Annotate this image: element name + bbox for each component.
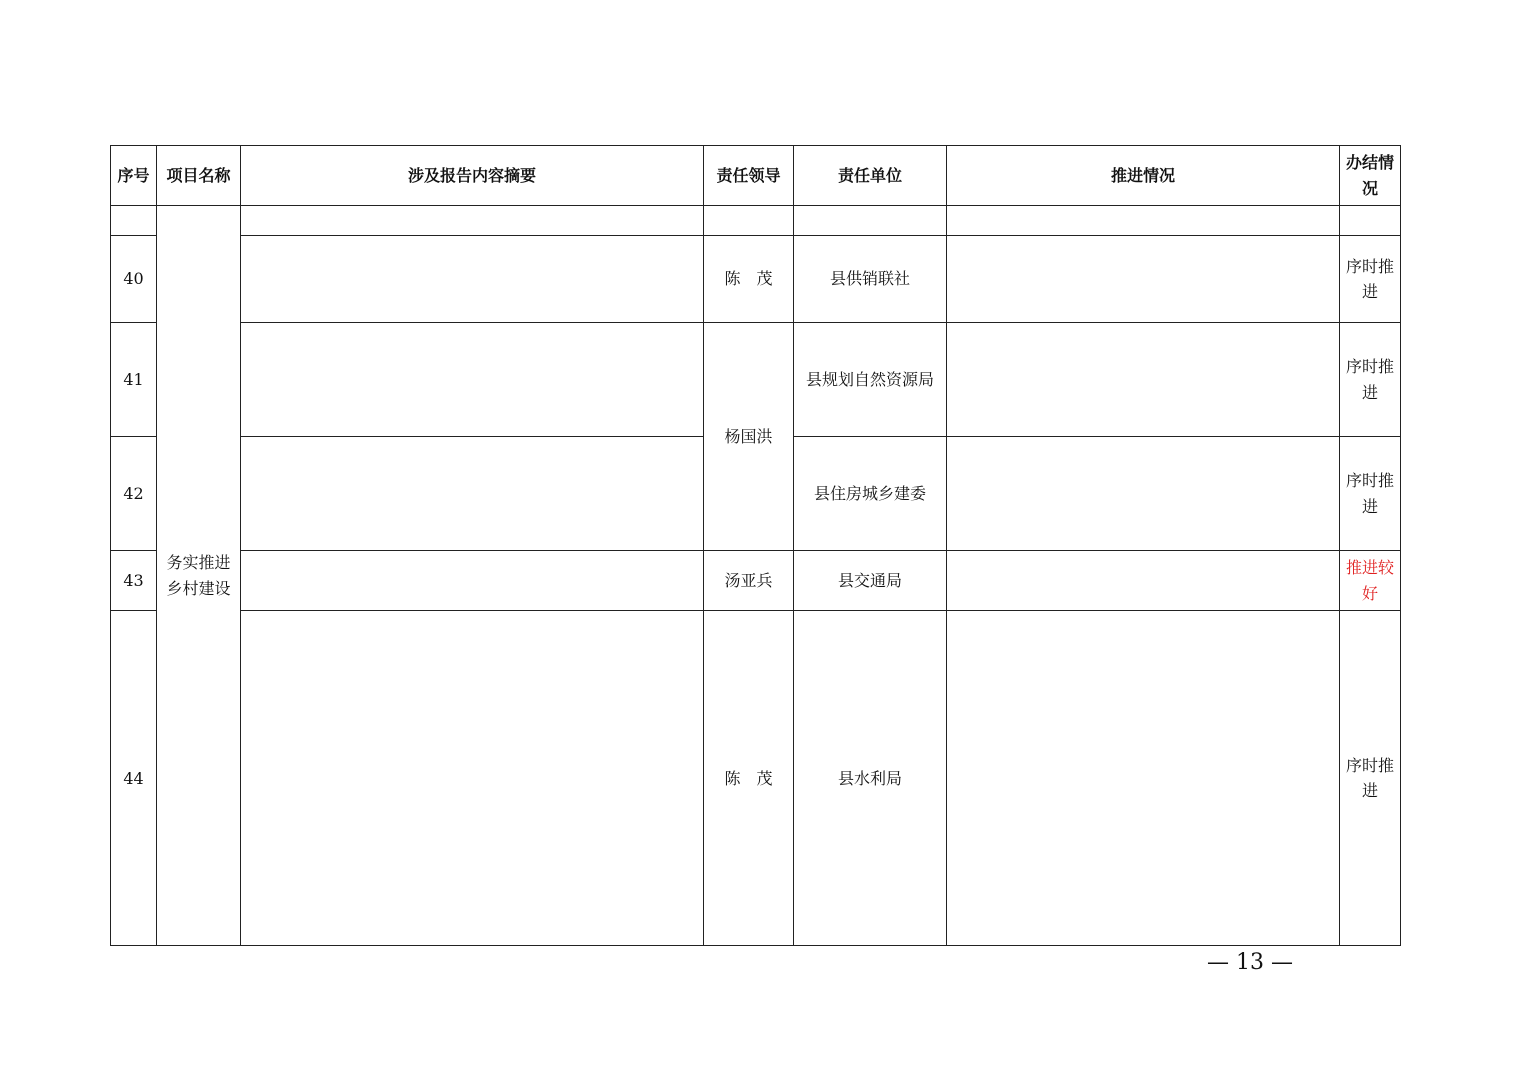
report-summary	[241, 206, 704, 236]
row-number: 44	[111, 611, 157, 946]
table-row	[111, 551, 1401, 611]
report-summary	[241, 236, 704, 323]
report-summary	[241, 437, 704, 551]
table-row	[111, 236, 1401, 323]
progress-status	[947, 236, 1340, 323]
responsible-unit: 县住房城乡建委	[794, 437, 947, 551]
row-number: 43	[111, 551, 157, 611]
header-summary: 涉及报告内容摘要	[241, 146, 704, 206]
responsible-unit: 县规划自然资源局	[794, 323, 947, 437]
report-summary	[241, 611, 704, 946]
header-number: 序号	[111, 146, 157, 206]
responsible-leader: 汤亚兵	[704, 551, 794, 611]
responsible-unit: 县水利局	[794, 611, 947, 946]
progress-table	[110, 145, 1401, 946]
report-summary	[241, 551, 704, 611]
table-row	[111, 206, 1401, 236]
responsible-unit: 县交通局	[794, 551, 947, 611]
responsible-leader: 杨国洪	[704, 323, 794, 551]
responsible-leader: 陈 茂	[704, 236, 794, 323]
responsible-leader	[704, 206, 794, 236]
completion-status-good: 推进较好	[1340, 551, 1401, 611]
progress-status	[947, 611, 1340, 946]
responsible-unit: 县供销联社	[794, 236, 947, 323]
row-number	[111, 206, 157, 236]
table-header-row	[111, 146, 1401, 206]
progress-status	[947, 437, 1340, 551]
progress-status	[947, 206, 1340, 236]
completion-status: 序时推进	[1340, 323, 1401, 437]
project-name-cell: 务实推进乡村建设	[157, 206, 241, 946]
row-number: 41	[111, 323, 157, 437]
responsible-unit	[794, 206, 947, 236]
progress-status	[947, 551, 1340, 611]
header-project-name: 项目名称	[157, 146, 241, 206]
table-row	[111, 611, 1401, 946]
completion-status	[1340, 206, 1401, 236]
header-status: 办结情况	[1340, 146, 1401, 206]
report-summary	[241, 323, 704, 437]
page-number: — 13 —	[1207, 950, 1293, 975]
header-leader: 责任领导	[704, 146, 794, 206]
completion-status: 序时推进	[1340, 437, 1401, 551]
responsible-leader: 陈 茂	[704, 611, 794, 946]
header-unit: 责任单位	[794, 146, 947, 206]
header-progress: 推进情况	[947, 146, 1340, 206]
completion-status: 序时推进	[1340, 611, 1401, 946]
progress-status	[947, 323, 1340, 437]
table-row	[111, 323, 1401, 437]
row-number: 40	[111, 236, 157, 323]
completion-status: 序时推进	[1340, 236, 1401, 323]
row-number: 42	[111, 437, 157, 551]
